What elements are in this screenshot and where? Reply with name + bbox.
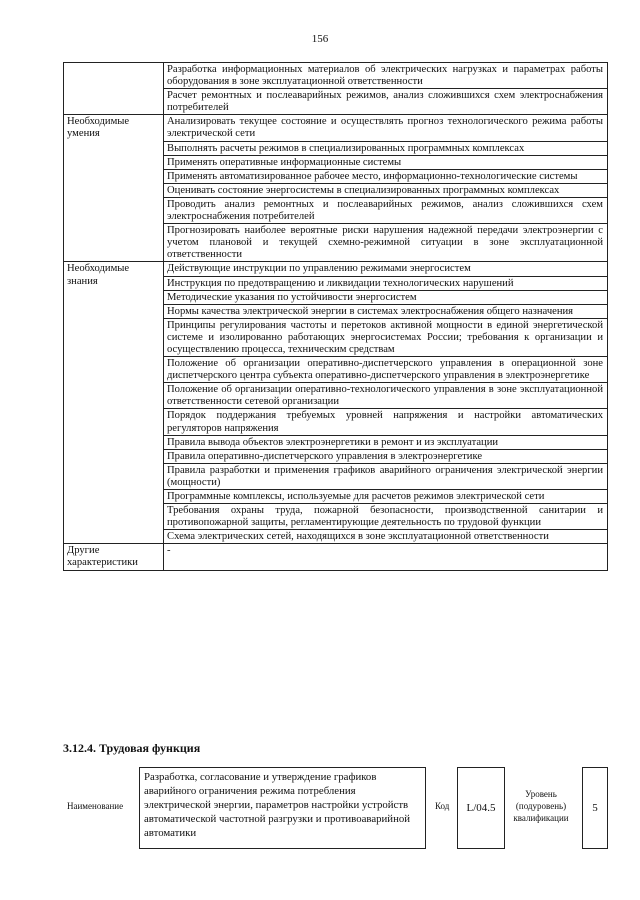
page-number: 156 [311,33,329,45]
requirements-table [63,62,608,571]
table-row [64,63,608,89]
row-item: Правила вывода объектов электроэнергетики в ремонт и из эксплуатации [164,435,608,449]
table-row [64,115,608,141]
row-category [64,63,164,115]
row-item: Применять оперативные информационные системы [164,155,608,169]
row-category: Необходимые умения [64,115,164,262]
row-item: Разработка информационных материалов об электрических нагрузках и параметрах работы оборудования в зоне эксплуатационной ответственности [164,63,608,89]
level-value: 5 [582,767,608,849]
row-item: Выполнять расчеты режимов в специализированных программных комплексах [164,141,608,155]
row-category: Другие характеристики [64,544,164,570]
row-item: Требования охраны труда, пожарной безопасности, производственной санитарии и противопожарной защиты, регламентирующие деятельность по трудовой функции [164,504,608,530]
row-item: Правила оперативно-диспетчерского управления в электроэнергетике [164,449,608,463]
level-label: Уровень (подуровень) квалификации [513,789,569,823]
row-item: Нормы качества электрической энергии в системах электроснабжения общего назначения [164,304,608,318]
row-item: Анализировать текущее состояние и осуществлять прогноз технологического режима работы электрической сети [164,115,608,141]
table-row [64,544,608,570]
row-item: Применять автоматизированное рабочее место, информационно-технологические системы [164,169,608,183]
row-item: Схема электрических сетей, находящихся в зоне эксплуатационной ответственности [164,530,608,544]
row-item: Проводить анализ ремонтных и послеаварийных режимов, анализ сложившихся схем электроснабжения потребителей [164,197,608,223]
row-item: Прогнозировать наиболее вероятные риски нарушения надежной передачи электроэнергии с учетом плановой и текущей схемно-режимной ситуации в зоне эксплуатационной ответственности [164,224,608,262]
section-title: 3.12.4. Трудовая функция [63,741,201,755]
row-item: Порядок поддержания требуемых уровней напряжения и настройки автоматических регуляторов напряжения [164,409,608,435]
row-item: Оценивать состояние энергосистемы в специализированных программных комплексах [164,183,608,197]
row-item: - [164,544,608,570]
row-item: Действующие инструкции по управлению режимами энергосистем [164,262,608,276]
code-value: L/04.5 [457,767,505,849]
code-label: Код [435,801,450,811]
row-item: Правила разработки и применения графиков аварийного ограничения электрической энергии (мощности) [164,463,608,489]
row-item: Программные комплексы, используемые для расчетов режимов электрической сети [164,490,608,504]
function-name-label: Наименование [67,801,124,811]
table-row [64,262,608,276]
row-item: Положение об организации оперативно-диспетчерского управления в операционной зоне диспетчерского центра субъекта оперативно-диспетчерского управления в электроэнергетике [164,357,608,383]
row-item: Расчет ремонтных и послеаварийных режимов, анализ сложившихся схем электроснабжения потребителей [164,89,608,115]
row-item: Методические указания по устойчивости энергосистем [164,290,608,304]
row-category: Необходимые знания [64,262,164,544]
row-item: Положение об организации оперативно-технологического управления в зоне эксплуатационной ответственности сетевой организации [164,383,608,409]
function-name-box: Разработка, согласование и утверждение графиков аварийного ограничения режима потребления электрической энергии, параметров настройки устройств автоматической частотной разгрузки и противоаварийной автоматики [139,767,426,849]
row-item: Принципы регулирования частоты и перетоков активной мощности в единой энергетической системе и изолированно работающих энергосистемах России; требования к организации и осуществлению процесса, техническим средствам [164,318,608,356]
row-item: Инструкция по предотвращению и ликвидации технологических нарушений [164,276,608,290]
